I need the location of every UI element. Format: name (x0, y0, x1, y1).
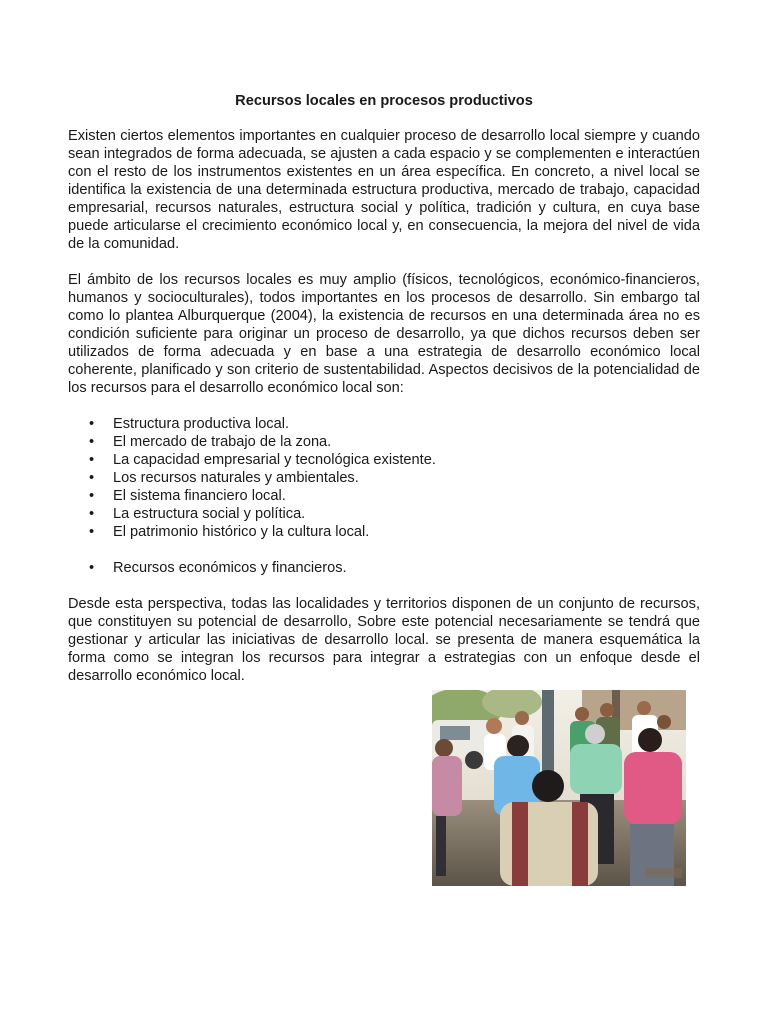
bullet-icon: • (89, 416, 95, 432)
list-item: • El mercado de trabajo de la zona. (89, 434, 332, 450)
resource-list-extra (68, 559, 700, 577)
bullet-icon: • (89, 560, 95, 576)
list-item: • Estructura productiva local. (89, 416, 290, 432)
paragraph-scope: El ámbito de los recursos locales es muy amplio (físicos, tecnológicos, económico-financieros, humanos y socioculturales), todos importantes en los procesos de desarrollo. Sin embargo tal como lo plantea Alburquerque (2004), la existencia de recursos en una determinada área no es condición suficiente para originar un proceso de desarrollo, ya que dichos recursos deben ser utilizados de forma adecuada y en base a una estrategia de desarrollo económico local coherente, planificado y son criterio de sustentabilidad. Aspectos decisivos de la potencialidad de los recursos para el desarrollo económico local son: (68, 272, 700, 396)
bullet-icon: • (89, 452, 95, 468)
list-item: • El sistema financiero local. (89, 488, 286, 504)
resource-list (68, 415, 700, 541)
paragraph-conclusion: Desde esta perspectiva, todas las localidades y territorios disponen de un conjunto de recursos, que constituyen su potencial de desarrollo, Sobre este potencial necesariamente se tendrá que gestionar y articular las iniciativas de desarrollo local. se presenta de manera esquemática la forma como se integran los recursos para integrar a estrategias con un enfoque desde el desarrollo económico local. (68, 596, 700, 684)
list-item: • La estructura social y política. (89, 506, 306, 522)
bullet-icon: • (89, 506, 95, 522)
bullet-icon: • (89, 434, 95, 450)
list-item: • El patrimonio histórico y la cultura local. (89, 524, 370, 540)
bullet-icon: • (89, 524, 95, 540)
list-item: • Los recursos naturales y ambientales. (89, 470, 359, 486)
document-page (68, 92, 700, 703)
group-meeting-photo (432, 690, 686, 886)
list-item: • Recursos económicos y financieros. (89, 560, 347, 576)
bullet-icon: • (89, 488, 95, 504)
paragraph-intro: Existen ciertos elementos importantes en cualquier proceso de desarrollo local siempre y cuando sean integrados de forma adecuada, se ajusten a cada espacio y se complementen e interactúen con el resto de los instrumentos existentes en un área específica. En concreto, a nivel local se identifica la existencia de una determinada estructura productiva, mercado de trabajo, capacidad empresarial, recursos naturales, estructura social y política, tradición y cultura, en cuya base puede articularse el crecimiento económico local y, en consecuencia, la mejora del nivel de vida de la comunidad. (68, 128, 700, 252)
list-item: • La capacidad empresarial y tecnológica existente. (89, 452, 436, 468)
bullet-icon: • (89, 470, 95, 486)
document-title: Recursos locales en procesos productivos (235, 93, 533, 109)
